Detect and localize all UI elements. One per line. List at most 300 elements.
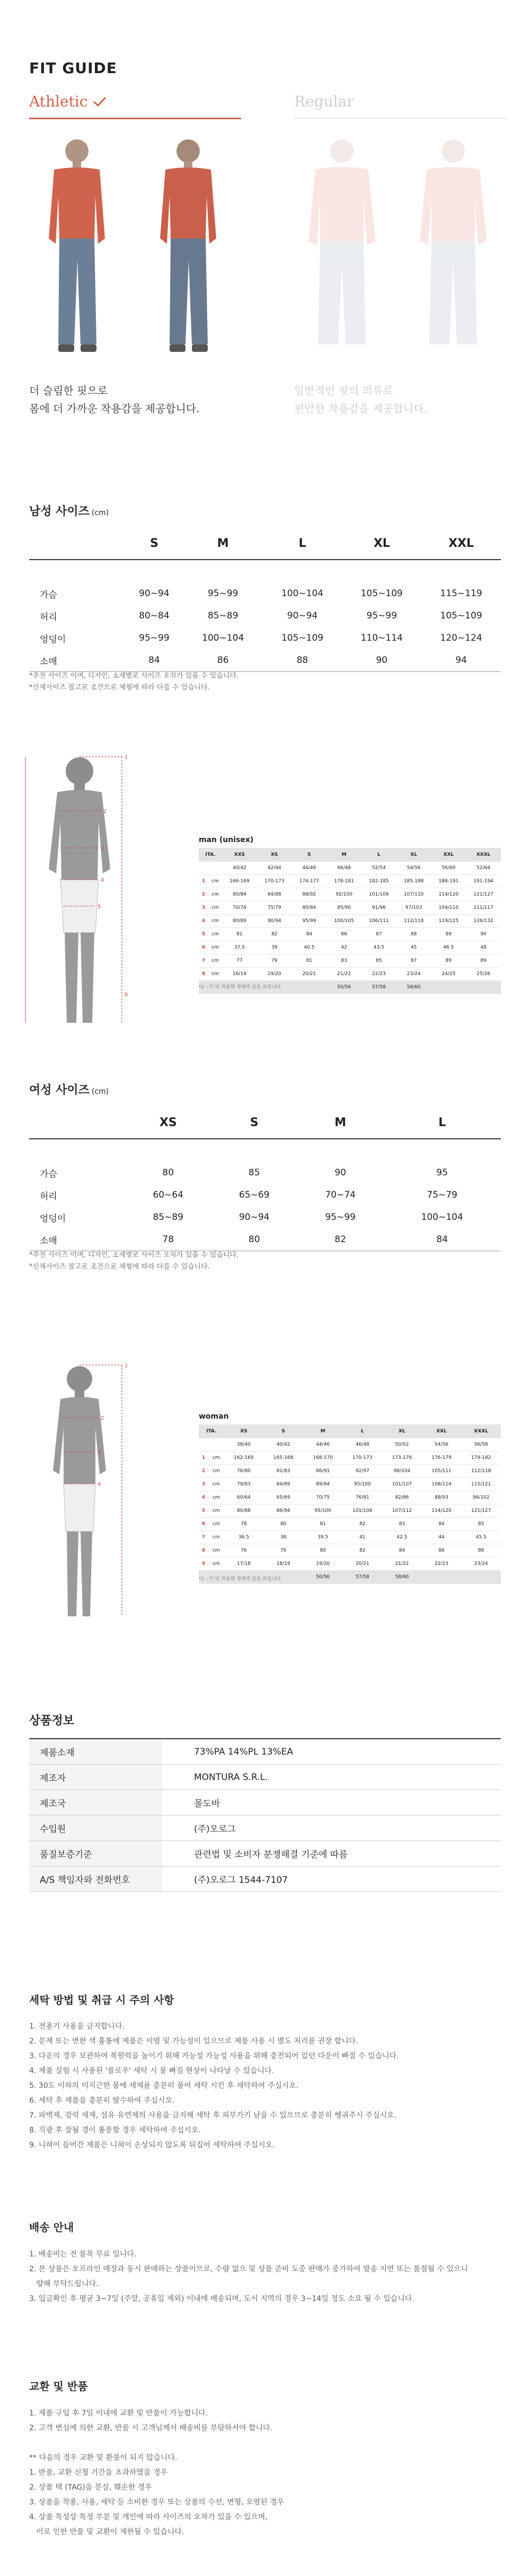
svg-text:5: 5 [98, 904, 101, 910]
table-header-cell: S [211, 1106, 297, 1139]
mini-table-cell: 78 [224, 1518, 264, 1531]
mini-table-row [199, 901, 501, 915]
measure-marker: 9 [199, 1557, 208, 1571]
mini-table-cell [466, 981, 501, 994]
mini-header-cell: XL [396, 848, 431, 862]
regular-fit-figures [286, 132, 519, 366]
mini-header-cell: S [263, 1424, 303, 1438]
fit-guide-title: FIT GUIDE [29, 59, 117, 77]
svg-text:1: 1 [125, 755, 128, 760]
table-row [29, 1228, 501, 1251]
mini-table-cell: 84/89 [263, 1478, 303, 1491]
measure-unit: cm [208, 1491, 224, 1504]
table-cell: 115~119 [440, 588, 482, 599]
mini-table-cell: 22/23 [361, 968, 396, 981]
mini-table-cell: 25/26 [466, 968, 501, 981]
checkmark-icon [92, 94, 107, 111]
table-header-cell: XL [342, 527, 421, 560]
table-cell: 110~114 [360, 633, 403, 643]
table-row [29, 605, 501, 627]
mini-table-cell: 84 [422, 1518, 462, 1531]
mini-table-cell: 95/100 [303, 1504, 343, 1518]
mini-table-cell: 112/118 [461, 1465, 501, 1478]
table-cell: 105~109 [440, 610, 482, 621]
svg-text:3: 3 [98, 1450, 101, 1456]
measure-unit: cm [208, 1451, 224, 1465]
mini-table-cell: 89 [431, 928, 466, 941]
mini-table-cell: 170-173 [257, 875, 292, 888]
measure-marker: 5 [199, 1504, 208, 1518]
women-chart-title: woman [199, 1412, 229, 1421]
mini-table-cell: 101/107 [382, 1478, 422, 1491]
measure-marker: 2 [199, 888, 208, 901]
table-header-cell: L [383, 1106, 501, 1139]
mini-table-cell: 20/21 [342, 1557, 382, 1571]
mini-table-cell: 92/100 [326, 888, 361, 901]
care-line: 6. 세탁 후 제품을 충분히 탈수하여 주십시오. [29, 2096, 175, 2105]
mini-header-cell: ITA. [199, 1424, 224, 1438]
mini-table-row [199, 954, 501, 968]
table-cell: 94 [421, 649, 501, 672]
mini-table-cell: 16/19 [222, 968, 257, 981]
mini-table-row [199, 875, 501, 888]
mini-table-cell: 88/93 [422, 1491, 462, 1504]
mini-table-cell: 96/102 [461, 1491, 501, 1504]
table-cell: 85 [248, 1167, 260, 1178]
row-label: 허리 [40, 1191, 57, 1202]
mini-table-cell: 101/106 [342, 1504, 382, 1518]
measure-unit: cm [208, 1544, 224, 1557]
measure-unit: cm [208, 875, 222, 888]
women-size-unit: (cm) [91, 1087, 109, 1096]
mini-table-row [199, 928, 501, 941]
mini-table-row [199, 915, 501, 928]
table-cell: 90 [334, 1167, 347, 1178]
mini-table-cell: 44/46 [292, 862, 327, 875]
care-line: 2. 문제 또는 변한 색 흉통에 제품은 이염 및 가능성이 있으므로 제품 사용 시 별도 처리를 권장 합니다. [29, 2037, 358, 2046]
mini-table-cell [292, 981, 327, 994]
mini-table-cell: 86/94 [263, 1504, 303, 1518]
mini-table-cell: 176-179 [422, 1451, 462, 1465]
mini-table-cell: 80/84 [222, 888, 257, 901]
table-header-cell: M [297, 1106, 383, 1139]
measure-marker: 3 [199, 1478, 208, 1491]
measure-unit: cm [208, 1518, 224, 1531]
mini-header-cell: M [326, 848, 361, 862]
mini-table-cell: 97/103 [396, 901, 431, 915]
svg-text:3: 3 [101, 846, 104, 852]
mini-header-cell: XXL [431, 848, 466, 862]
mini-table-cell: 20/21 [292, 968, 327, 981]
row-label: 엉덩이 [40, 1213, 66, 1224]
mini-table-cell: 98/104 [382, 1465, 422, 1478]
women-chart-note: *1 : 키 및 착용해 정해져 있음 표입니다. [199, 1577, 282, 1582]
mini-table-row [199, 1451, 501, 1465]
mini-table-cell: 85 [361, 954, 396, 968]
mini-table-cell: 88/92 [292, 888, 327, 901]
mini-table-row [199, 1504, 501, 1518]
mini-table-cell: 91/96 [361, 901, 396, 915]
mini-table-cell: 76 [224, 1544, 264, 1557]
delivery-title: 배송 안내 [29, 2221, 74, 2234]
measure-unit: cm [208, 1465, 224, 1478]
info-key: A/S 책임자와 전화번호 [29, 1866, 162, 1892]
mini-table-cell: 88 [396, 928, 431, 941]
measure-unit: cm [208, 1557, 224, 1571]
mini-table-cell: 76 [263, 1544, 303, 1557]
table-row [29, 1206, 501, 1228]
mini-table-cell: 58/60 [396, 981, 431, 994]
mini-table-cell: 75/79 [257, 901, 292, 915]
table-cell: 105~109 [281, 633, 324, 643]
mini-table-cell: 46.5 [431, 941, 466, 954]
table-row [29, 1184, 501, 1206]
mini-table-cell: 77 [222, 954, 257, 968]
mini-table-cell: 87 [396, 954, 431, 968]
mini-table-cell: 57/58 [342, 1571, 382, 1584]
men-chart-note: *1 : 키 및 착용해 정해져 있음 표입니다. [199, 985, 282, 990]
mini-table-cell: 178-181 [326, 875, 361, 888]
care-title: 세탁 방법 및 취급 시 주의 사항 [29, 1994, 174, 2006]
mini-table-cell: 56/58 [461, 1438, 501, 1451]
mini-table-cell: 83 [382, 1518, 422, 1531]
mini-table-cell: 40.5 [292, 941, 327, 954]
mini-table-cell: 42.5 [382, 1531, 422, 1544]
product-info-table [29, 1738, 501, 1892]
mini-table-cell: 188-191 [431, 875, 466, 888]
tab-regular-underline [294, 118, 506, 119]
mini-table-cell: 79/83 [224, 1478, 264, 1491]
mini-table-cell: 85 [461, 1518, 501, 1531]
mini-table-cell: 45 [396, 941, 431, 954]
table-cell: 75~79 [427, 1190, 457, 1200]
mini-table-cell: 44 [422, 1531, 462, 1544]
mini-table-cell: 86/91 [303, 1465, 343, 1478]
measure-marker: 5 [199, 928, 208, 941]
table-header-cell: XXL [421, 527, 501, 560]
men-body-measurement-diagram [16, 747, 154, 1044]
table-cell: 90~94 [287, 610, 318, 621]
care-line: 4. 제품 실험 시 사용된 '플로우' 세탁 시 물 빠짐 현상이 나타날 수 있습니다. [29, 2067, 275, 2075]
table-cell: 86 [183, 649, 263, 672]
measure-marker: 1 [199, 1451, 208, 1465]
mini-table-cell: 179-182 [461, 1451, 501, 1465]
mini-table-cell: 83 [326, 954, 361, 968]
measure-marker: 8 [199, 968, 208, 981]
table-cell: 84 [125, 649, 183, 672]
mini-table-cell: 45.5 [461, 1531, 501, 1544]
mini-table-cell: 54/56 [422, 1438, 462, 1451]
mini-table-cell: 36.5 [224, 1531, 264, 1544]
mini-table-cell: 56/60 [431, 862, 466, 875]
info-key: 제조자 [29, 1765, 162, 1790]
mini-table-cell: 79 [257, 954, 292, 968]
mini-table-cell: 166-169 [222, 875, 257, 888]
women-measure-table [199, 1424, 501, 1584]
mini-table-cell: 21/22 [326, 968, 361, 981]
table-row [29, 1790, 501, 1816]
measure-marker: 4 [199, 915, 208, 928]
mini-table-cell: 22/23 [422, 1557, 462, 1571]
mini-table-cell: 50/52 [382, 1438, 422, 1451]
care-line: 1. 전용기 사용을 금지합니다. [29, 2022, 125, 2031]
tab-regular[interactable] [294, 93, 354, 110]
table-header-cell: XS [125, 1106, 211, 1139]
mini-table-cell: 88 [461, 1544, 501, 1557]
table-row [29, 582, 501, 605]
table-cell: 90~94 [238, 1212, 270, 1223]
measure-marker: 8 [199, 1544, 208, 1557]
mini-table-cell: 191-194 [466, 875, 501, 888]
table-cell: 85~89 [207, 610, 238, 621]
measure-marker: 7 [199, 954, 208, 968]
table-cell: 100~104 [421, 1212, 463, 1223]
regular-desc-line-1: 일반적인 핏의 의류로 [294, 384, 393, 397]
note-line: *추천 사이즈 이며, 디자인, 소재별로 사이즈 오차가 있을 수 있습니다. [29, 672, 239, 680]
athletic-description [29, 382, 200, 418]
women-size-table [29, 1106, 501, 1251]
table-cell: 60~64 [153, 1190, 183, 1200]
svg-text:6: 6 [125, 992, 128, 998]
mini-table-cell: 81 [292, 954, 327, 968]
returns-line: 2. 상품 택 (TAG)을 분실, 훼손한 경우 [29, 2483, 152, 2492]
mini-table-cell: 105/111 [422, 1465, 462, 1478]
mini-table-row [199, 862, 501, 875]
mini-table-cell: 121/127 [461, 1504, 501, 1518]
mini-table-cell: 174-177 [292, 875, 327, 888]
mini-table-cell: 126/132 [466, 915, 501, 928]
mini-table-cell: 84 [292, 928, 327, 941]
mini-table-cell: 57/58 [361, 981, 396, 994]
mini-header-cell: ITA. [199, 848, 222, 862]
mini-table-cell: 165-168 [263, 1451, 303, 1465]
mini-table-row [199, 1531, 501, 1544]
mini-table-cell: 43.5 [361, 941, 396, 954]
returns-line: 2. 고객 변심에 의한 교환, 반품 시 고객님께서 배송비를 부담하셔야 합니다. [29, 2424, 272, 2432]
delivery-line: 2. 본 상품은 오프라인 매장과 동시 판매하는 상품이므로, 수량 없으 및 상품 준비 도중 판매가 중가하여 발송 지연 또는 품절될 수 있으니 [29, 2265, 469, 2273]
women-body-measurement-diagram [16, 1357, 154, 1632]
measure-marker: 2 [199, 1465, 208, 1478]
mini-table-cell: 173-176 [382, 1451, 422, 1465]
mini-table-cell: 65/69 [263, 1491, 303, 1504]
mini-table-row [199, 1491, 501, 1504]
mini-table-cell: 89 [431, 954, 466, 968]
mini-table-cell: 18/19 [263, 1557, 303, 1571]
mini-table-cell: 106/111 [361, 915, 396, 928]
mini-table-cell: 168-170 [303, 1451, 343, 1465]
mini-table-cell: 92/97 [342, 1465, 382, 1478]
mini-table-cell: 70/74 [222, 901, 257, 915]
measure-unit: cm [208, 968, 222, 981]
mini-table-cell: 23/24 [461, 1557, 501, 1571]
mini-header-cell: L [361, 848, 396, 862]
athletic-back-figure [160, 139, 216, 352]
measure-marker [199, 862, 208, 875]
returns-line: 이로 인한 반품 및 교환이 제한될 수 있습니다. [29, 2528, 184, 2536]
men-size-table [29, 527, 501, 672]
table-cell: 95~99 [139, 633, 170, 643]
table-header-cell: M [183, 527, 263, 560]
mini-header-cell: L [342, 1424, 382, 1438]
mini-table-cell: 81 [222, 928, 257, 941]
mini-table-cell: 19/20 [257, 968, 292, 981]
info-key: 제조국 [29, 1790, 162, 1816]
tab-athletic-label: Athletic [29, 93, 88, 110]
table-cell: 90~94 [139, 588, 170, 599]
mini-table-cell: 76/81 [342, 1491, 382, 1504]
mini-table-cell: 19/20 [303, 1557, 343, 1571]
mini-table-cell: 112/118 [396, 915, 431, 928]
mini-header-cell: XS [224, 1424, 264, 1438]
mini-table-cell: 40/42 [263, 1438, 303, 1451]
mini-table-cell: 54/56 [396, 862, 431, 875]
mini-table-row [199, 941, 501, 954]
mini-table-cell: 38/40 [224, 1438, 264, 1451]
svg-text:2: 2 [103, 809, 107, 815]
athletic-fit-figures [21, 132, 254, 366]
mini-table-cell [422, 1571, 462, 1584]
mini-table-cell [431, 981, 466, 994]
mini-table-cell: 48 [466, 941, 501, 954]
info-key: 품질보증기준 [29, 1841, 162, 1866]
mini-table-cell: 82 [342, 1518, 382, 1531]
mini-table-cell: 90 [466, 928, 501, 941]
table-cell: 65~69 [238, 1190, 270, 1200]
mini-table-cell: 52/64 [466, 862, 501, 875]
mini-table-cell: 23/24 [396, 968, 431, 981]
mini-table-cell: 80 [263, 1518, 303, 1531]
mini-table-cell: 42 [326, 941, 361, 954]
mini-table-cell: 115/121 [461, 1478, 501, 1491]
mini-table-cell: 101/106 [361, 888, 396, 901]
measure-unit: cm [208, 901, 222, 915]
mini-table-cell: 86 [326, 928, 361, 941]
mini-table-cell: 46/48 [326, 862, 361, 875]
svg-text:2: 2 [101, 1415, 104, 1421]
returns-line: 1. 반품, 교환 신청 기간을 초과하였을 경우 [29, 2468, 167, 2477]
info-value: 73%PA 14%PL 13%EA [162, 1739, 501, 1765]
care-line: 5. 30도 이하의 미지근한 물에 세제를 충분히 풀어 세탁 시킨 후 세탁하여 주십시오. [29, 2082, 299, 2090]
table-cell: 82 [297, 1228, 383, 1251]
mini-table-cell: 39.5 [303, 1531, 343, 1544]
mini-table-row [199, 1518, 501, 1531]
svg-text:4: 4 [98, 1482, 101, 1488]
mini-table-row [199, 1557, 501, 1571]
row-label: 엉덩이 [40, 634, 66, 645]
mini-table-cell: 50/56 [326, 981, 361, 994]
mini-table-row [199, 1544, 501, 1557]
mini-table-cell: 84 [382, 1544, 422, 1557]
mini-table-cell: 107/112 [382, 1504, 422, 1518]
mini-table-cell: 37.5 [222, 941, 257, 954]
mini-header-cell: XXL [422, 1424, 462, 1438]
row-label: 소매 [29, 649, 125, 672]
table-cell: 78 [125, 1228, 211, 1251]
returns-line: ** 다음의 경우 교환 및 환불이 되지 않습니다. [29, 2454, 178, 2462]
mini-header-cell: M [303, 1424, 343, 1438]
women-size-title-text: 여성 사이즈 [29, 1084, 90, 1097]
measure-unit: cm [208, 1504, 224, 1518]
mini-table-cell: 44/46 [303, 1438, 343, 1451]
mini-table-cell [461, 1571, 501, 1584]
info-value: (주)오로그 1544-7107 [162, 1866, 501, 1892]
table-cell: 105~109 [360, 588, 403, 599]
mini-table-cell: 185-188 [396, 875, 431, 888]
mini-table-row [199, 968, 501, 981]
row-label: 소매 [29, 1228, 125, 1251]
measure-unit: cm [208, 941, 222, 954]
mini-table-cell: 86 [422, 1544, 462, 1557]
table-cell: 80~84 [139, 610, 170, 621]
row-label: 가슴 [40, 1169, 57, 1180]
measure-marker: 1 [199, 875, 208, 888]
mini-table-cell: 60/64 [224, 1491, 264, 1504]
mini-table-cell: 87 [361, 928, 396, 941]
mini-table-row [199, 1465, 501, 1478]
table-cell: 70~74 [325, 1190, 356, 1200]
mini-table-cell: 104/110 [431, 901, 466, 915]
mini-table-row [199, 1478, 501, 1491]
tab-athletic[interactable] [29, 93, 107, 111]
athletic-front-figure [49, 139, 105, 352]
measure-unit: cm [208, 888, 222, 901]
table-cell: 80 [162, 1167, 174, 1178]
measure-unit: cm [208, 954, 222, 968]
mini-table-cell: 40/42 [222, 862, 257, 875]
measure-unit: cm [208, 928, 222, 941]
table-cell: 100~104 [281, 588, 324, 599]
mini-table-cell: 121/127 [466, 888, 501, 901]
mini-table-cell: 80/88 [224, 1504, 264, 1518]
measure-marker [199, 1438, 208, 1451]
note-line: *신체사이즈 참고로 조건으로 체형에 따라 다를 수 있습니다. [29, 684, 210, 692]
info-key: 수입원 [29, 1816, 162, 1841]
measure-marker: 6 [199, 941, 208, 954]
table-row [29, 1841, 501, 1866]
table-header-empty [29, 1106, 125, 1139]
table-cell: 88 [263, 649, 342, 672]
care-line: 8. 직광 후 잘될 경이 통풍할 경우 세탁하여 주십시오. [29, 2126, 201, 2135]
mini-table-cell: 80/84 [292, 901, 327, 915]
mini-table-cell: 70/75 [303, 1491, 343, 1504]
table-row [29, 627, 501, 649]
mini-table-cell: 42/44 [257, 862, 292, 875]
measure-unit: cm [208, 1478, 224, 1491]
measure-marker: 4 [199, 1491, 208, 1504]
table-header-cell: S [125, 527, 183, 560]
mini-table-row [199, 888, 501, 901]
delivery-line: 양해 부탁드립니다. [29, 2280, 99, 2288]
measure-unit: cm [208, 1531, 224, 1544]
table-header-row [29, 1106, 501, 1139]
men-chart-title: man (unisex) [199, 836, 254, 844]
measure-marker: 6 [199, 1518, 208, 1531]
mini-table-cell: 108/114 [422, 1478, 462, 1491]
info-value: (주)오로그 [162, 1816, 501, 1841]
table-cell: 80 [211, 1228, 297, 1251]
mini-table-cell: 80/89 [222, 915, 257, 928]
mini-table-cell: 182-185 [361, 875, 396, 888]
mini-table-cell: 95/99 [292, 915, 327, 928]
mini-table-cell: 84/88 [257, 888, 292, 901]
mini-table-cell: 114/120 [422, 1504, 462, 1518]
men-size-unit: (cm) [91, 509, 109, 517]
info-value: MONTURA S.R.L. [162, 1765, 501, 1790]
table-row [29, 1739, 501, 1765]
mini-table-cell: 82 [342, 1544, 382, 1557]
mini-table-cell: 82/86 [382, 1491, 422, 1504]
mini-table-cell: 95/100 [342, 1478, 382, 1491]
